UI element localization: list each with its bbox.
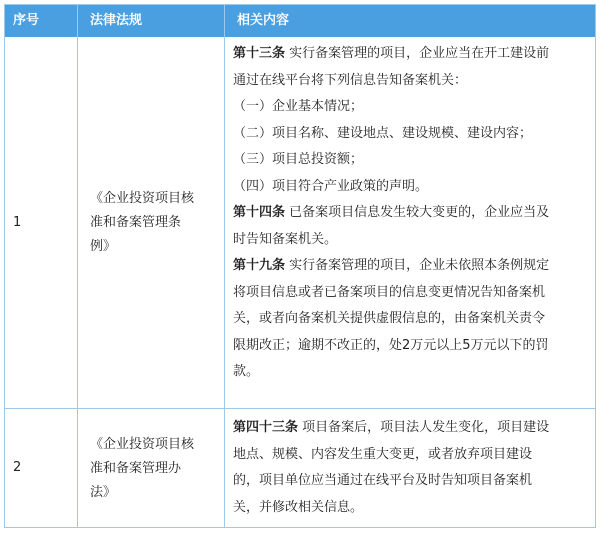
content-paragraph	[233, 94, 588, 121]
article-number: 第十三条	[233, 46, 286, 61]
content-paragraph	[233, 121, 588, 148]
law-line: 例》	[90, 239, 117, 254]
content-line: 关，并修改相关信息。	[233, 499, 364, 515]
content-line: （一）企业基本情况；	[233, 99, 364, 114]
law-line: 法》	[90, 485, 117, 500]
row-content	[233, 415, 588, 521]
content-paragraph	[233, 174, 588, 201]
content-line: 通过在线平台将下列信息告知备案机关：	[233, 72, 468, 88]
content-line: 的，项目单位应当通过在线平台及时告知项目备案机	[233, 473, 533, 488]
content-line: 款。	[233, 364, 260, 379]
table-header	[5, 5, 595, 37]
content-line: 关，或者向备案机关提供虚假信息的，由备案机关责令	[233, 311, 546, 326]
article-paragraph	[233, 200, 588, 253]
article-number: 第十四条	[233, 205, 286, 220]
law-line: 准和备案管理条	[90, 215, 182, 230]
article-paragraph	[233, 415, 588, 521]
content-line: 地点、规模、内容发生重大变更，或者放弃项目建设	[233, 446, 533, 462]
row-law	[90, 433, 218, 505]
article-number: 第十九条	[233, 258, 286, 273]
row-divider	[5, 408, 595, 409]
row-law	[90, 187, 218, 259]
content-line: （四）项目符合产业政策的声明。	[233, 178, 429, 194]
law-line: 《企业投资项目核	[90, 437, 195, 452]
regulation-table	[4, 4, 596, 528]
content-line: 实行备案管理的项目，企业未依照本条例规定	[285, 258, 550, 273]
column-divider	[77, 5, 78, 527]
row-content	[233, 41, 588, 386]
content-paragraph	[233, 147, 588, 174]
law-line: 《企业投资项目核	[90, 191, 195, 206]
article-paragraph	[233, 253, 588, 386]
row-seq: 2	[13, 460, 22, 475]
content-line: （二）项目名称、建设地点、建设规模、建设内容；	[233, 125, 533, 141]
content-line: 时告知备案机关。	[233, 231, 338, 247]
column-divider	[224, 5, 225, 527]
article-number: 第四十三条	[233, 420, 299, 435]
article-paragraph	[233, 41, 588, 94]
content-line: 项目备案后，项目法人发生变化，项目建设	[298, 420, 550, 435]
header-law: 法律法规	[90, 13, 143, 28]
content-line: 将项目信息或者已备案项目的信息变更情况告知备案机	[233, 284, 546, 300]
row-seq: 1	[13, 215, 22, 230]
content-line: 实行备案管理的项目，企业应当在开工建设前	[285, 46, 550, 61]
content-line: 限期改正；逾期不改正的，处2万元以上5万元以下的罚	[233, 337, 549, 353]
law-line: 准和备案管理办	[90, 461, 182, 476]
header-content: 相关内容	[237, 13, 290, 28]
content-line: （三）项目总投资额；	[233, 152, 364, 167]
header-seq: 序号	[13, 13, 40, 28]
content-line: 已备案项目信息发生较大变更的，企业应当及	[285, 205, 550, 220]
